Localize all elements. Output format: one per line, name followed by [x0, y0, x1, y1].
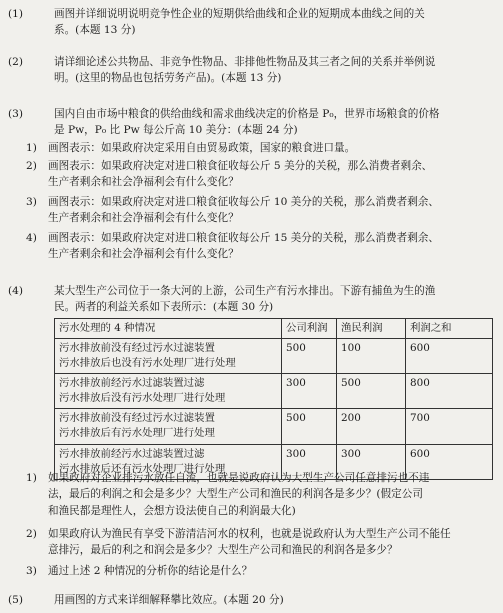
sub-text [48, 526, 493, 559]
table-cell: 300 [282, 444, 337, 479]
text-line: 通过上述 2 种情况的分析你的结论是什么？ [48, 565, 253, 577]
table-row [55, 339, 493, 374]
table-cell: 200 [337, 409, 406, 444]
text-line: 和渔民都是理性人，会想方设法使自己的利润最大化) [48, 504, 296, 517]
text-line: 生产者剩余和社会净福利会有什么变化？ [48, 176, 239, 189]
table-cell-case [55, 409, 282, 444]
question-5 [8, 592, 493, 608]
profit-table [54, 318, 493, 480]
text-line: 画图表示：如果政府决定对进口粮食征收每公斤 15 美分的关税，那么消费者剩余、 [48, 232, 439, 244]
sub-number: 1) [26, 142, 37, 154]
table-cell: 300 [337, 444, 406, 479]
question-4-sub-3 [26, 563, 493, 579]
sub-text [48, 470, 493, 519]
question-1 [8, 6, 493, 39]
table-header: 利润之和 [406, 319, 493, 339]
table-cell-case [55, 374, 282, 409]
question-text [54, 283, 493, 316]
text-line: 生产者剩余和社会净福利会有什么变化？ [48, 212, 239, 225]
sub-text [48, 158, 493, 191]
question-text [54, 54, 493, 87]
sub-number: 3) [26, 565, 37, 577]
table-cell: 500 [337, 374, 406, 409]
question-number: (2) [8, 56, 24, 68]
text-line: 污水排放后没有污水处理厂进行处理 [59, 392, 226, 405]
question-3-sub-4 [26, 230, 493, 263]
text-line: 污水排放前没有经过污水过滤装置 [59, 342, 215, 355]
text-line: 生产者剩余和社会净福利会有什么变化？ [48, 248, 239, 261]
question-4-sub-2 [26, 526, 493, 559]
question-3-sub-3 [26, 194, 493, 227]
sub-number: 2) [26, 528, 37, 540]
question-4-sub-1 [26, 470, 493, 519]
question-number: (1) [8, 8, 24, 20]
text-line: 如果政府对企业排污水放任自流，也就是说政府认为大型生产公司任意排污也不违 [48, 472, 430, 484]
table-header: 公司利润 [282, 319, 337, 339]
question-3-sub-2 [26, 158, 493, 191]
text-line: 污水排放后有污水处理厂进行处理 [59, 427, 215, 440]
text-line: 是 Pw，P₀ 比 Pw 每公斤高 10 美分：(本题 24 分) [54, 124, 298, 137]
table-cell: 100 [337, 339, 406, 374]
question-number: (4) [8, 285, 24, 297]
text-line: 意排污，最后的利之和润会是多少？大型生产公司和渔民的利润各是多少？ [48, 544, 398, 557]
text-line: 污水排放后也没有污水处理厂进行处理 [59, 357, 236, 370]
sub-number: 2) [26, 160, 37, 172]
text-line: 用画图的方式来详细解释攀比效应。(本题 20 分) [54, 594, 284, 606]
text-line: 法，最后的利润之和会是多少？大型生产公司和渔民的利润各是多少？(假定公司 [48, 488, 423, 501]
table-header-row [55, 319, 493, 339]
sub-text [48, 140, 493, 156]
table-cell: 600 [406, 444, 493, 479]
question-text [54, 592, 493, 608]
text-line: 污水排放前经污水过滤装置过滤 [59, 447, 205, 460]
question-3-sub-1 [26, 140, 493, 156]
text-line: 民。两者的利益关系如下表所示：(本题 30 分) [54, 301, 274, 314]
sub-number: 4) [26, 232, 37, 244]
table-cell-case [55, 339, 282, 374]
table-header: 污水处理的 4 种情况 [55, 319, 282, 339]
text-line: 请详细论述公共物品、非竞争性物品、非排他性物品及其三者之间的关系并举例说 [54, 56, 436, 68]
table-row [55, 409, 493, 444]
table-cell: 500 [282, 339, 337, 374]
text-line: 画图并详细说明说明竞争性企业的短期供给曲线和企业的短期成本曲线之间的关 [54, 8, 425, 20]
text-line: 污水排放后还有污水处理厂进行处理 [59, 462, 226, 475]
text-line: 系。(本题 13 分) [54, 24, 136, 37]
table-cell: 300 [282, 374, 337, 409]
text-line: 污水排放前经污水过滤装置过滤 [59, 377, 205, 390]
question-number: (5) [8, 594, 24, 606]
table-cell: 600 [406, 339, 493, 374]
question-number: (3) [8, 108, 24, 120]
text-line: 明。(这里的物品也包括劳务产品)。(本题 13 分) [54, 72, 282, 85]
question-2 [8, 54, 493, 87]
table-cell: 800 [406, 374, 493, 409]
table-header: 渔民利润 [337, 319, 406, 339]
table-cell: 500 [282, 409, 337, 444]
table-row [55, 374, 493, 409]
text-line: 画图表示：如果政府决定对进口粮食征收每公斤 5 美分的关税，那么消费者剩余、 [48, 160, 433, 172]
question-text [54, 106, 493, 139]
question-4 [8, 283, 493, 316]
text-line: 画图表示：如果政府决定采用自由贸易政策，国家的粮食进口量。 [48, 142, 356, 154]
text-line: 国内自由市场中粮食的供给曲线和需求曲线决定的价格是 P₀，世界市场粮食的价格 [54, 108, 440, 120]
text-line: 污水排放前没有经过污水过滤装置 [59, 412, 215, 425]
sub-number: 3) [26, 196, 37, 208]
sub-text [48, 230, 493, 263]
question-text [54, 6, 493, 39]
question-3 [8, 106, 493, 139]
text-line: 某大型生产公司位于一条大河的上游，公司生产有污水排出。下游有捕鱼为生的渔 [54, 285, 436, 297]
sub-number: 1) [26, 472, 37, 484]
sub-text [48, 194, 493, 227]
sub-text [48, 563, 493, 579]
text-line: 如果政府认为渔民有享受下游清洁河水的权利，也就是说政府认为大型生产公司不能任 [48, 528, 451, 540]
table-cell: 700 [406, 409, 493, 444]
text-line: 画图表示：如果政府决定对进口粮食征收每公斤 10 美分的关税，那么消费者剩余、 [48, 196, 439, 208]
